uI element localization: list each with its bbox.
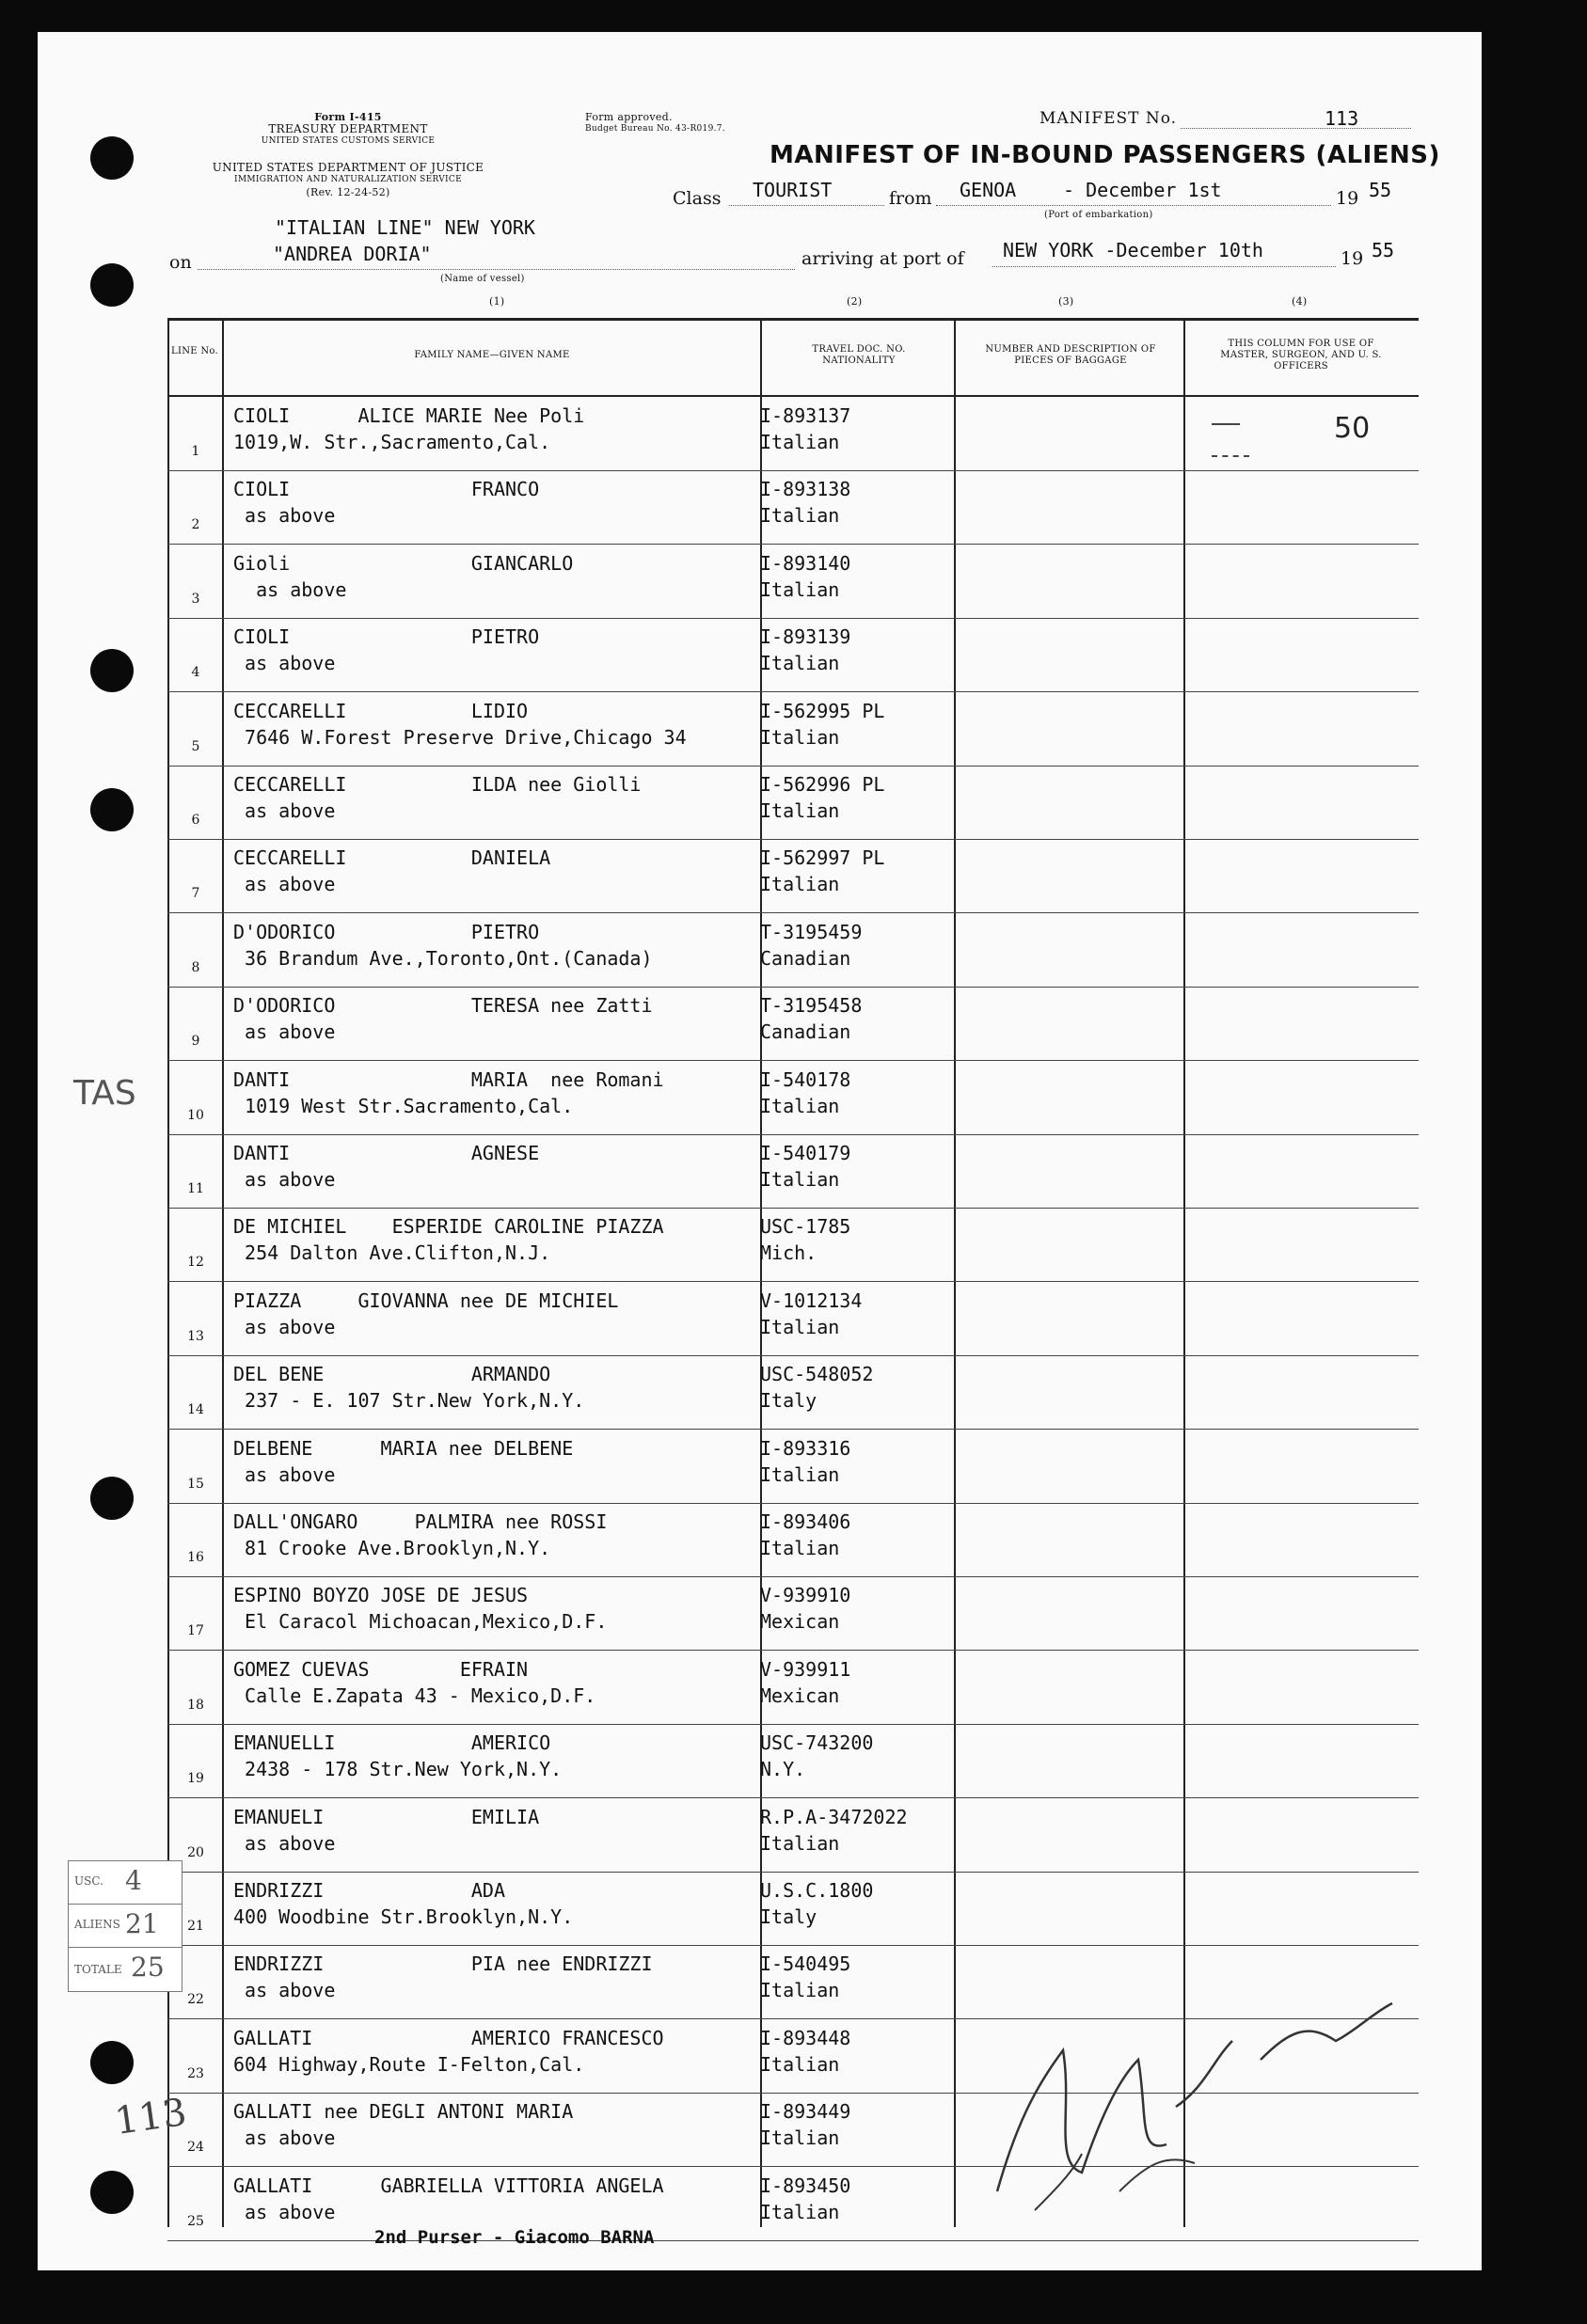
line-number: 18 bbox=[187, 1697, 204, 1713]
col-number-4: (4) bbox=[1292, 295, 1308, 308]
passenger-address: as above bbox=[233, 1979, 336, 2002]
table-row bbox=[167, 692, 1419, 767]
form-approval bbox=[585, 111, 725, 135]
line-number: 1 bbox=[191, 444, 200, 459]
arriving-label: arriving at port of bbox=[801, 248, 964, 269]
nationality: Italian bbox=[760, 873, 840, 896]
table-row bbox=[167, 618, 1419, 692]
vessel-note: (Name of vessel) bbox=[440, 274, 525, 284]
totale-label: TOTALE bbox=[74, 1963, 122, 1976]
passenger-address: as above bbox=[233, 2200, 336, 2223]
travel-doc-number: I-893450 bbox=[760, 2174, 851, 2197]
line-number: 24 bbox=[187, 2140, 204, 2156]
tally-aliens-box bbox=[68, 1904, 183, 1949]
form-id: Form I-415 bbox=[314, 111, 382, 123]
justice-header bbox=[160, 162, 536, 198]
header-baggage: NUMBER AND DESCRIPTION OF PIECES OF BAGGAGE bbox=[985, 344, 1156, 366]
line-number: 25 bbox=[187, 2213, 204, 2229]
travel-doc-number: I-893448 bbox=[760, 2026, 851, 2049]
passenger-address: 2438 - 178 Str.New York,N.Y. bbox=[233, 1758, 563, 1781]
table-row bbox=[167, 987, 1419, 1061]
table-row bbox=[167, 1282, 1419, 1356]
passenger-address: as above bbox=[233, 1462, 336, 1486]
header-travel-doc: TRAVEL DOC. NO. NATIONALITY bbox=[812, 344, 906, 366]
passenger-address: as above bbox=[233, 1020, 336, 1044]
table-top-rule bbox=[167, 318, 1419, 321]
passenger-address: as above bbox=[233, 2126, 336, 2150]
budget-bureau: Budget Bureau No. 43-R019.7. bbox=[585, 124, 725, 134]
passenger-name: ESPINO BOYZO JOSE DE JESUS bbox=[233, 1584, 529, 1607]
passenger-address: as above bbox=[233, 1168, 336, 1191]
table-row bbox=[167, 397, 1419, 471]
line-number: 21 bbox=[187, 1919, 204, 1934]
on-label: on bbox=[169, 252, 192, 273]
form-header-left bbox=[226, 111, 470, 148]
passenger-name: DEL BENE ARMANDO bbox=[233, 1363, 551, 1386]
nationality: Italian bbox=[760, 799, 840, 822]
nationality: Italian bbox=[760, 2200, 840, 2223]
nationality: Italian bbox=[760, 1831, 840, 1855]
travel-doc-number: I-540178 bbox=[760, 1067, 851, 1091]
passenger-address: 1019 West Str.Sacramento,Cal. bbox=[233, 1094, 574, 1117]
justice-dept: UNITED STATES DEPARTMENT OF JUSTICE bbox=[212, 161, 484, 174]
passenger-name: EMANUELI EMILIA bbox=[233, 1805, 540, 1828]
punch-hole bbox=[90, 1477, 134, 1520]
nationality: Canadian bbox=[760, 1020, 851, 1044]
nationality: Mexican bbox=[760, 1610, 840, 1634]
margin-page-number: 113 bbox=[112, 2090, 190, 2144]
nationality: Italian bbox=[760, 1168, 840, 1191]
passenger-name: CECCARELLI DANIELA bbox=[233, 846, 551, 870]
from-label: from bbox=[889, 188, 932, 209]
punch-hole bbox=[90, 2041, 134, 2084]
passenger-address: as above bbox=[233, 652, 336, 675]
nationality: Italian bbox=[760, 652, 840, 675]
table-row bbox=[167, 839, 1419, 913]
arrival-year: 55 bbox=[1372, 239, 1395, 261]
line-number: 7 bbox=[191, 886, 200, 902]
aliens-value: 21 bbox=[125, 1908, 159, 1939]
passenger-name: DELBENE MARIA nee DELBENE bbox=[233, 1436, 574, 1460]
passenger-name: Gioli GIANCARLO bbox=[233, 551, 574, 575]
header-line-no: LINE No. bbox=[171, 346, 218, 356]
nationality: Italian bbox=[760, 431, 840, 453]
nationality: Italian bbox=[760, 1315, 840, 1338]
line-number: 11 bbox=[187, 1181, 204, 1196]
passenger-name: DE MICHIEL ESPERIDE CAROLINE PIAZZA bbox=[233, 1215, 664, 1239]
officer-signature bbox=[978, 1975, 1420, 2220]
aliens-label: ALIENS bbox=[74, 1918, 120, 1931]
passenger-name: DANTI MARIA nee Romani bbox=[233, 1067, 664, 1091]
line-number: 8 bbox=[191, 959, 200, 975]
port-embarkation-note: (Port of embarkation) bbox=[1044, 210, 1153, 220]
passenger-name: GALLATI nee DEGLI ANTONI MARIA bbox=[233, 2100, 574, 2124]
table-row bbox=[167, 1208, 1419, 1282]
nationality: Italian bbox=[760, 1094, 840, 1117]
vessel-line bbox=[198, 269, 795, 270]
travel-doc-number: R.P.A-3472022 bbox=[760, 1805, 908, 1828]
nationality: Italian bbox=[760, 725, 840, 749]
passenger-address: 237 - E. 107 Str.New York,N.Y. bbox=[233, 1389, 585, 1413]
col-number-3: (3) bbox=[1058, 295, 1074, 308]
punch-hole bbox=[90, 2171, 134, 2214]
travel-doc-number: I-540495 bbox=[760, 1952, 851, 1976]
travel-doc-number: USC-1785 bbox=[760, 1215, 851, 1239]
form-revision: (Rev. 12-24-52) bbox=[306, 186, 390, 198]
punch-hole bbox=[90, 263, 134, 307]
passenger-name: DANTI AGNESE bbox=[233, 1142, 540, 1164]
totale-value: 25 bbox=[131, 1952, 165, 1983]
travel-doc-number: I-893449 bbox=[760, 2100, 851, 2124]
nationality: N.Y. bbox=[760, 1758, 806, 1781]
travel-doc-number: U.S.C.1800 bbox=[760, 1879, 874, 1902]
nationality: Italian bbox=[760, 1979, 840, 2002]
passenger-address: Calle E.Zapata 43 - Mexico,D.F. bbox=[233, 1684, 596, 1707]
punch-hole bbox=[90, 788, 134, 831]
ins-service: IMMIGRATION AND NATURALIZATION SERVICE bbox=[234, 175, 462, 184]
passenger-name: EMANUELLI AMERICO bbox=[233, 1731, 551, 1755]
manifest-table bbox=[167, 318, 1419, 2227]
passenger-address: as above bbox=[233, 1315, 336, 1338]
passenger-name: DALL'ONGARO PALMIRA nee ROSSI bbox=[233, 1510, 608, 1533]
embark-year-prefix: 19 bbox=[1336, 188, 1359, 209]
travel-doc-number: I-540179 bbox=[760, 1142, 851, 1164]
line-number: 2 bbox=[191, 517, 200, 533]
nationality: Italy bbox=[760, 1389, 817, 1413]
from-value: GENOA bbox=[960, 179, 1017, 201]
class-line bbox=[729, 205, 884, 206]
passenger-name: GOMEZ CUEVAS EFRAIN bbox=[233, 1657, 529, 1681]
travel-doc-number: T-3195458 bbox=[760, 994, 863, 1018]
from-line bbox=[936, 205, 1331, 206]
nationality: Italian bbox=[760, 2052, 840, 2076]
tally-total-box bbox=[68, 1947, 183, 1992]
passenger-name: CECCARELLI ILDA nee Giolli bbox=[233, 773, 642, 796]
nationality: Italian bbox=[760, 1462, 840, 1486]
passenger-address: 400 Woodbine Str.Brooklyn,N.Y. bbox=[233, 1905, 574, 1928]
travel-doc-number: I-893137 bbox=[760, 404, 851, 427]
travel-doc-number: V-1012134 bbox=[760, 1288, 863, 1312]
table-row bbox=[167, 1355, 1419, 1430]
table-row bbox=[167, 545, 1419, 619]
nationality: Italy bbox=[760, 1905, 817, 1928]
table-row bbox=[167, 1872, 1419, 1946]
passenger-name: CIOLI FRANCO bbox=[233, 478, 540, 501]
travel-doc-number: I-562997 PL bbox=[760, 846, 885, 870]
travel-doc-number: I-893140 bbox=[760, 551, 851, 575]
table-row bbox=[167, 913, 1419, 988]
officer-mark: 50 bbox=[1334, 412, 1371, 445]
treasury-dept: TREASURY DEPARTMENT bbox=[268, 122, 428, 135]
table-row bbox=[167, 766, 1419, 840]
nationality: Italian bbox=[760, 1537, 840, 1559]
manifest-no-line bbox=[1181, 128, 1411, 129]
header-officers: THIS COLUMN FOR USE OF MASTER, SURGEON, AND U. S. OFFICERS bbox=[1220, 339, 1382, 372]
passenger-address: as above bbox=[233, 504, 336, 528]
table-row bbox=[167, 1134, 1419, 1209]
col-number-2: (2) bbox=[847, 295, 863, 308]
embark-year: 55 bbox=[1369, 179, 1392, 201]
line-name: "ITALIAN LINE" NEW YORK bbox=[275, 216, 535, 239]
nationality: Italian bbox=[760, 577, 840, 601]
passenger-name: PIAZZA GIOVANNA nee DE MICHIEL bbox=[233, 1288, 619, 1312]
purser-signature: 2nd Purser - Giacomo BARNA bbox=[374, 2227, 655, 2248]
travel-doc-number: I-562995 PL bbox=[760, 699, 885, 722]
margin-initials: TAS bbox=[73, 1074, 136, 1113]
travel-doc-number: I-893138 bbox=[760, 478, 851, 501]
line-number: 14 bbox=[187, 1402, 204, 1418]
travel-doc-number: V-939911 bbox=[760, 1657, 851, 1681]
table-row bbox=[167, 1724, 1419, 1798]
travel-doc-number: V-939910 bbox=[760, 1584, 851, 1607]
passenger-name: ENDRIZZI ADA bbox=[233, 1879, 505, 1902]
nationality: Italian bbox=[760, 504, 840, 528]
manifest-number: 113 bbox=[1325, 107, 1359, 130]
line-number: 22 bbox=[187, 1992, 204, 2008]
passenger-name: D'ODORICO PIETRO bbox=[233, 920, 540, 943]
arrival-line bbox=[992, 266, 1336, 267]
line-number: 23 bbox=[187, 2065, 204, 2081]
nationality: Mich. bbox=[760, 1241, 817, 1265]
class-label: Class bbox=[673, 188, 722, 209]
passenger-name: ENDRIZZI PIA nee ENDRIZZI bbox=[233, 1952, 653, 1976]
vessel-name: "ANDREA DORIA" bbox=[273, 243, 432, 265]
table-row bbox=[167, 1061, 1419, 1135]
passenger-address: as above bbox=[233, 1831, 336, 1855]
line-number: 3 bbox=[191, 591, 200, 607]
line-number: 12 bbox=[187, 1255, 204, 1271]
table-row bbox=[167, 1798, 1419, 1873]
arrival-year-prefix: 19 bbox=[1341, 248, 1364, 269]
table-row bbox=[167, 1576, 1419, 1651]
travel-doc-number: I-893316 bbox=[760, 1436, 851, 1460]
passenger-name: GALLATI AMERICO FRANCESCO bbox=[233, 2026, 664, 2049]
passenger-address: 7646 W.Forest Preserve Drive,Chicago 34 bbox=[233, 725, 687, 749]
nationality: Canadian bbox=[760, 946, 851, 970]
punch-hole bbox=[90, 136, 134, 180]
usc-label: USC. bbox=[74, 1874, 103, 1888]
customs-service: UNITED STATES CUSTOMS SERVICE bbox=[261, 136, 436, 146]
passenger-address: 81 Crooke Ave.Brooklyn,N.Y. bbox=[233, 1537, 551, 1559]
passenger-name: CIOLI PIETRO bbox=[233, 625, 540, 649]
passenger-address: 36 Brandum Ave.,Toronto,Ont.(Canada) bbox=[233, 946, 653, 970]
passenger-name: D'ODORICO TERESA nee Zatti bbox=[233, 994, 653, 1018]
travel-doc-number: USC-548052 bbox=[760, 1363, 874, 1386]
arrival-port: NEW YORK -December 10th bbox=[1003, 239, 1263, 261]
header-name: FAMILY NAME—GIVEN NAME bbox=[414, 350, 570, 360]
line-number: 4 bbox=[191, 665, 200, 681]
form-approved: Form approved. bbox=[585, 111, 673, 123]
line-number: 6 bbox=[191, 813, 200, 828]
table-row bbox=[167, 1503, 1419, 1577]
travel-doc-number: I-562996 PL bbox=[760, 773, 885, 796]
nationality: Italian bbox=[760, 2126, 840, 2150]
line-number: 20 bbox=[187, 1844, 204, 1860]
table-row bbox=[167, 1651, 1419, 1725]
passenger-name: CECCARELLI LIDIO bbox=[233, 699, 529, 722]
line-number: 10 bbox=[187, 1107, 204, 1123]
passenger-address: 604 Highway,Route I-Felton,Cal. bbox=[233, 2052, 585, 2076]
tally-usc-box bbox=[68, 1860, 183, 1905]
line-number: 17 bbox=[187, 1623, 204, 1639]
travel-doc-number: T-3195459 bbox=[760, 920, 863, 943]
passenger-address: as above bbox=[233, 799, 336, 822]
manifest-title: MANIFEST OF IN-BOUND PASSENGERS (ALIENS) bbox=[770, 141, 1440, 169]
nationality: Mexican bbox=[760, 1684, 840, 1707]
line-number: 16 bbox=[187, 1550, 204, 1565]
col-number-1: (1) bbox=[489, 295, 505, 308]
manifest-label: MANIFEST No. bbox=[1039, 109, 1178, 128]
line-number: 9 bbox=[191, 1034, 200, 1050]
passenger-address: as above bbox=[233, 577, 347, 601]
embark-date: - December 1st bbox=[1063, 179, 1222, 201]
travel-doc-number: USC-743200 bbox=[760, 1731, 874, 1755]
line-number: 5 bbox=[191, 738, 200, 754]
passenger-name: CIOLI ALICE MARIE Nee Poli bbox=[233, 404, 585, 427]
passenger-address: 1019,W. Str.,Sacramento,Cal. bbox=[233, 431, 551, 453]
passenger-address: El Caracol Michoacan,Mexico,D.F. bbox=[233, 1610, 608, 1634]
passenger-name: GALLATI GABRIELLA VITTORIA ANGELA bbox=[233, 2174, 664, 2197]
passenger-address: as above bbox=[233, 873, 336, 896]
punch-hole bbox=[90, 649, 134, 692]
table-row bbox=[167, 470, 1419, 545]
line-number: 15 bbox=[187, 1476, 204, 1492]
table-row bbox=[167, 1430, 1419, 1504]
line-number: 13 bbox=[187, 1328, 204, 1344]
class-value: TOURIST bbox=[753, 179, 833, 201]
travel-doc-number: I-893406 bbox=[760, 1510, 851, 1533]
line-number: 19 bbox=[187, 1771, 204, 1787]
travel-doc-number: I-893139 bbox=[760, 625, 851, 649]
usc-value: 4 bbox=[125, 1865, 142, 1896]
passenger-address: 254 Dalton Ave.Clifton,N.J. bbox=[233, 1241, 551, 1265]
